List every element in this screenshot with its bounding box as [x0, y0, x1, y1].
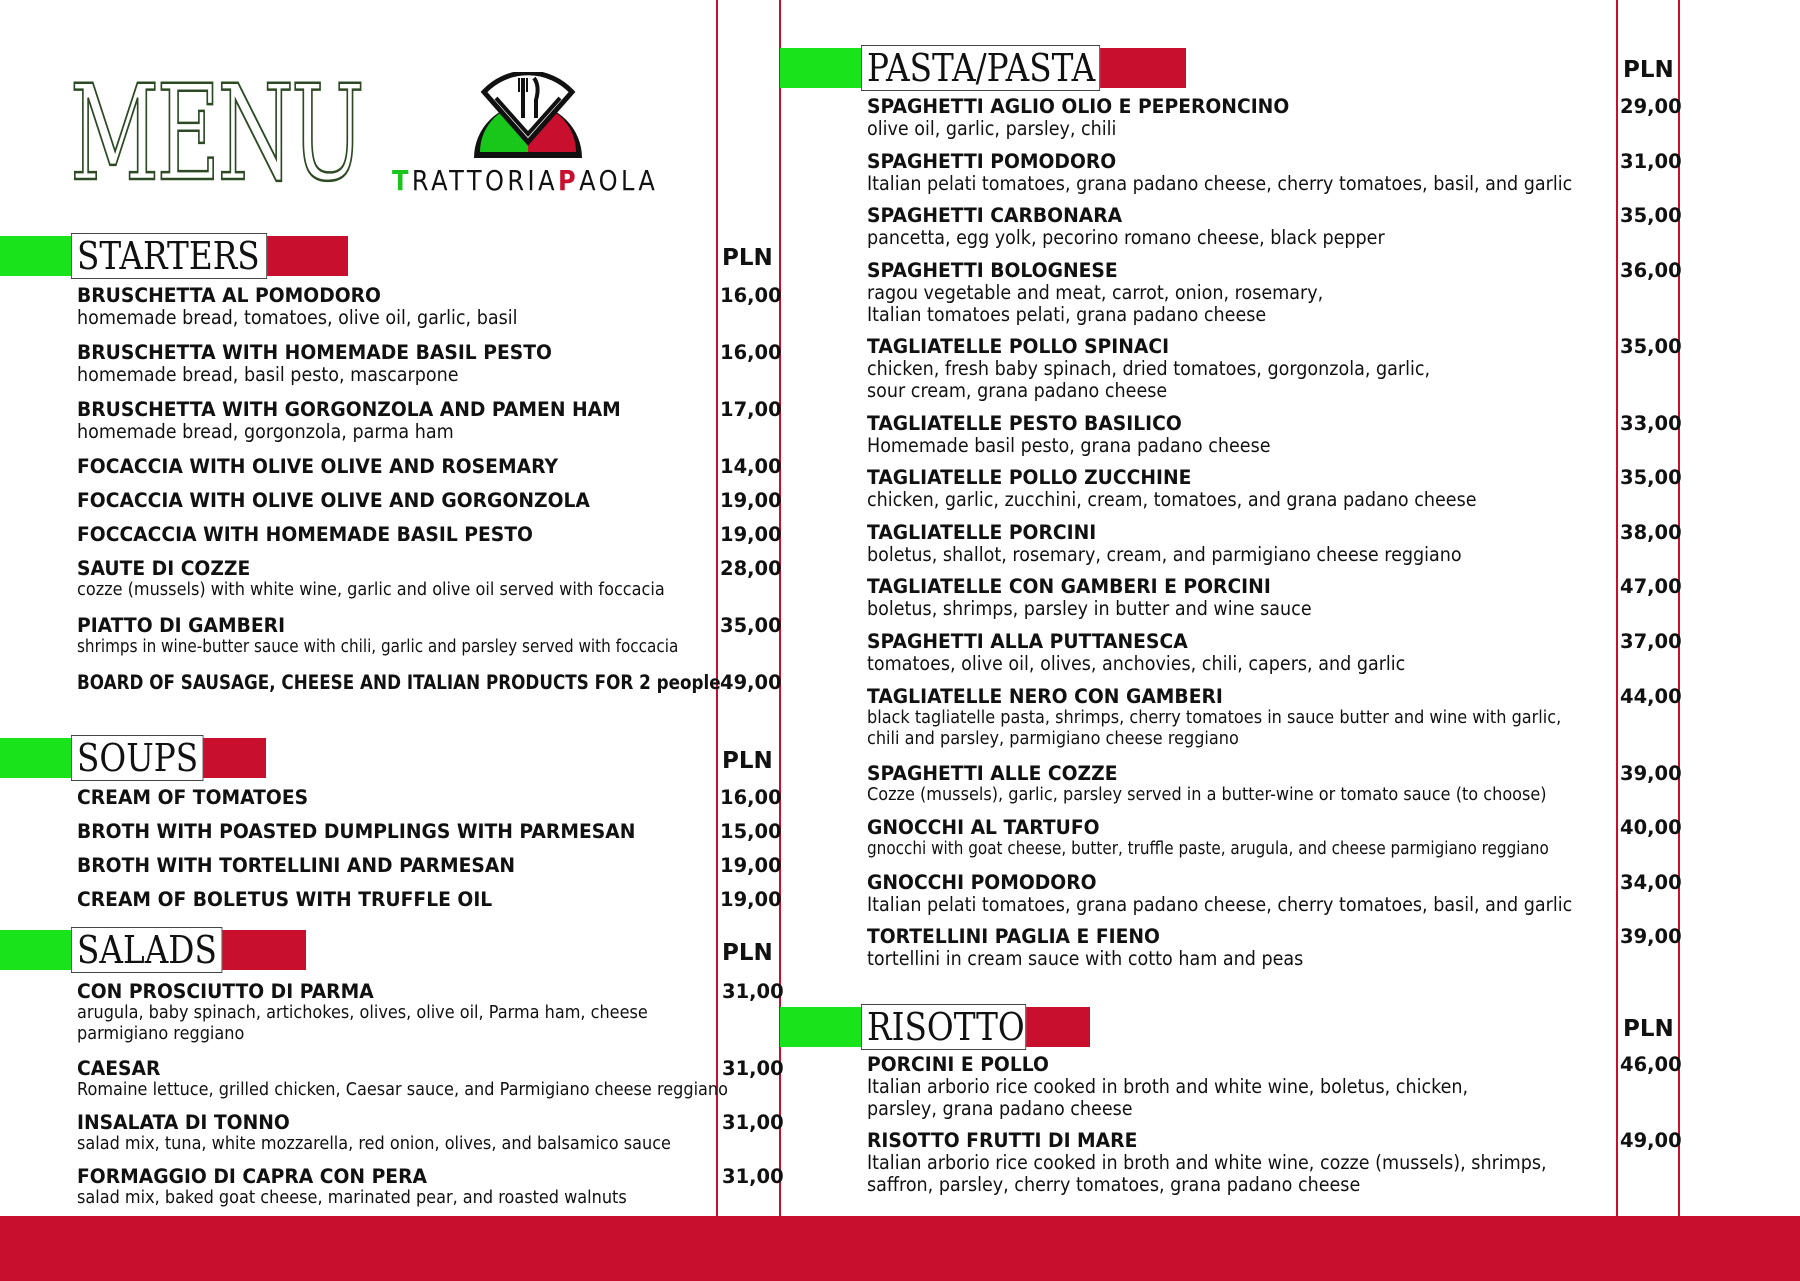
- menu-item-price: 35,00: [1620, 204, 1682, 227]
- menu-item-price: 16,00: [720, 284, 782, 307]
- menu-item-name: BRUSCHETTA AL POMODORO: [77, 284, 381, 307]
- menu-item-price: 31,00: [722, 1111, 784, 1134]
- menu-item: [77, 284, 566, 329]
- menu-item-price: 35,00: [1620, 335, 1682, 358]
- menu-item-description: olive oil, garlic, parsley, chili: [867, 117, 1117, 140]
- menu-item-description: cozze (mussels) with white wine, garlic and olive oil served with foccacia: [77, 580, 665, 600]
- menu-item-price: 15,00: [720, 820, 782, 843]
- section-title: SALADS: [71, 927, 222, 973]
- menu-item-description: parmigiano reggiano: [77, 1024, 245, 1044]
- menu-item-price: 19,00: [720, 523, 782, 546]
- menu-item-description: Italian pelati tomatoes, grana padano cheese, cherry tomatoes, basil, and garlic: [867, 893, 1573, 916]
- menu-item-name: PORCINI E POLLO: [867, 1053, 1049, 1076]
- menu-item-name: TAGLIATELLE NERO CON GAMBERI: [867, 685, 1223, 708]
- menu-item: [77, 455, 578, 478]
- footer-bar: [0, 1216, 1800, 1281]
- menu-item: [867, 521, 1528, 566]
- menu-item-name: FOCACCIA WITH OLIVE OLIVE AND GORGONZOLA: [77, 489, 590, 512]
- menu-item-name: SPAGHETTI ALLA PUTTANESCA: [867, 630, 1188, 653]
- currency-label: PLN: [1623, 1016, 1674, 1042]
- column-divider-left: [716, 0, 718, 1216]
- menu-item-description: tortellini in cream sauce with cotto ham and peas: [867, 947, 1304, 970]
- menu-item-description: homemade bread, tomatoes, olive oil, garlic, basil: [77, 306, 518, 329]
- menu-item-price: 17,00: [720, 398, 782, 421]
- menu-item-description: Italian pelati tomatoes, grana padano cheese, cherry tomatoes, basil, and garlic: [867, 172, 1573, 195]
- section-header-risotto: [780, 1007, 1110, 1047]
- menu-item-name: GNOCCHI POMODORO: [867, 871, 1097, 894]
- menu-item-name: TAGLIATELLE CON GAMBERI E PORCINI: [867, 575, 1271, 598]
- menu-item-name: SPAGHETTI BOLOGNESE: [867, 259, 1118, 282]
- section-header-pasta: [780, 48, 1190, 88]
- menu-item-name: SPAGHETTI POMODORO: [867, 150, 1117, 173]
- section-title: SOUPS: [71, 735, 203, 781]
- menu-item-price: 40,00: [1620, 816, 1682, 839]
- menu-item: [77, 523, 552, 546]
- menu-item-price: 46,00: [1620, 1053, 1682, 1076]
- menu-item-description: parsley, grana padano cheese: [867, 1097, 1133, 1120]
- menu-item-price: 28,00: [720, 557, 782, 580]
- plate-fork-knife-icon: [466, 72, 590, 160]
- menu-item-name: FOCACCIA WITH OLIVE OLIVE AND ROSEMARY: [77, 455, 559, 478]
- menu-item: [77, 980, 697, 1045]
- menu-item-description: pancetta, egg yolk, pecorino romano cheese, black pepper: [867, 226, 1385, 249]
- menu-item: [77, 1165, 675, 1209]
- menu-item-price: 19,00: [720, 888, 782, 911]
- menu-item: [77, 888, 510, 911]
- menu-item-description: boletus, shrimps, parsley in butter and wine sauce: [867, 597, 1312, 620]
- menu-item: [77, 557, 716, 601]
- restaurant-logo: [392, 72, 664, 204]
- menu-item-price: 16,00: [720, 341, 782, 364]
- menu-item-description: Cozze (mussels), garlic, parsley served in a butter-wine or tomato sauce (to choose): [867, 785, 1547, 805]
- menu-item-description: Italian arborio rice cooked in broth and white wine, cozze (mussels), shrimps,: [867, 1151, 1547, 1174]
- menu-item-name: BOARD OF SAUSAGE, CHEESE AND ITALIAN PRODUCTS FOR 2 people: [77, 671, 721, 694]
- menu-item: [867, 412, 1315, 457]
- menu-item-description: salad mix, baked goat cheese, marinated pear, and roasted walnuts: [77, 1188, 627, 1208]
- menu-item-name: INSALATA DI TONNO: [77, 1111, 290, 1134]
- menu-item: [77, 671, 825, 694]
- menu-item-price: 38,00: [1620, 521, 1682, 544]
- menu-item-description: chicken, fresh baby spinach, dried tomatoes, gorgonzola, garlic,: [867, 357, 1431, 380]
- menu-item-price: 36,00: [1620, 259, 1682, 282]
- menu-item-description: Romaine lettuce, grilled chicken, Caesar sauce, and Parmigiano cheese reggiano: [77, 1080, 728, 1100]
- menu-item-name: SPAGHETTI AGLIO OLIO E PEPERONCINO: [867, 95, 1290, 118]
- menu-item-name: SPAGHETTI ALLE COZZE: [867, 762, 1118, 785]
- menu-item-description: boletus, shallot, rosemary, cream, and parmigiano cheese reggiano: [867, 543, 1462, 566]
- menu-item-description: shrimps in wine-butter sauce with chili, garlic and parsley served with foccacia: [77, 637, 679, 657]
- menu-item-name: TAGLIATELLE PORCINI: [867, 521, 1097, 544]
- logo-wordmark: TRATTORIAPAOLA: [392, 164, 659, 197]
- menu-item: [867, 204, 1442, 249]
- menu-title: MENU: [70, 57, 362, 211]
- menu-item-price: 39,00: [1620, 762, 1682, 785]
- menu-item-description: homemade bread, basil pesto, mascarpone: [77, 363, 459, 386]
- menu-item-price: 33,00: [1620, 412, 1682, 435]
- menu-item: [77, 820, 659, 843]
- menu-item-price: 31,00: [722, 1057, 784, 1080]
- menu-item-description: saffron, parsley, cherry tomatoes, grana padano cheese: [867, 1173, 1361, 1196]
- menu-item-description: Italian arborio rice cooked in broth and white wine, boletus, chicken,: [867, 1075, 1469, 1098]
- menu-item-description: Homemade basil pesto, grana padano cheese: [867, 434, 1271, 457]
- menu-item: [77, 1057, 785, 1101]
- menu-item-name: CREAM OF BOLETUS WITH TRUFFLE OIL: [77, 888, 493, 911]
- menu-item-description: arugula, baby spinach, artichokes, olives, olive oil, Parma ham, cheese: [77, 1003, 648, 1023]
- menu-item: [867, 466, 1544, 511]
- menu-item: [867, 150, 1651, 195]
- menu-item-name: TAGLIATELLE POLLO SPINACI: [867, 335, 1170, 358]
- section-title: RISOTTO: [861, 1004, 1026, 1050]
- menu-item: [77, 1111, 723, 1155]
- menu-item-price: 31,00: [722, 1165, 784, 1188]
- menu-item-description: ragou vegetable and meat, carrot, onion, rosemary,: [867, 281, 1324, 304]
- section-title: PASTA/PASTA: [861, 45, 1100, 91]
- menu-item-price: 49,00: [1620, 1129, 1682, 1152]
- menu-item-price: 31,00: [1620, 150, 1682, 173]
- section-header-salads: [0, 930, 310, 970]
- menu-item-price: 14,00: [720, 455, 782, 478]
- menu-item-description: sour cream, grana padano cheese: [867, 379, 1168, 402]
- menu-item: [867, 816, 1651, 860]
- menu-item-name: SPAGHETTI CARBONARA: [867, 204, 1123, 227]
- menu-item-name: TAGLIATELLE POLLO ZUCCHINE: [867, 466, 1192, 489]
- menu-item-price: 19,00: [720, 854, 782, 877]
- menu-item-name: CON PROSCIUTTO DI PARMA: [77, 980, 374, 1003]
- menu-item-price: 37,00: [1620, 630, 1682, 653]
- menu-item-price: 35,00: [1620, 466, 1682, 489]
- menu-item: [867, 95, 1307, 140]
- menu-item-price: 47,00: [1620, 575, 1682, 598]
- menu-item-name: TORTELLINI PAGLIA E FIENO: [867, 925, 1160, 948]
- menu-item-name: BRUSCHETTA WITH HOMEMADE BASIL PESTO: [77, 341, 552, 364]
- menu-item-name: FORMAGGIO DI CAPRA CON PERA: [77, 1165, 427, 1188]
- currency-label: PLN: [722, 245, 773, 271]
- menu-item-name: BRUSCHETTA WITH GORGONZOLA AND PAMEN HAM: [77, 398, 621, 421]
- menu-item-name: RISOTTO FRUTTI DI MARE: [867, 1129, 1138, 1152]
- menu-item: [77, 398, 643, 443]
- menu-item: [867, 575, 1361, 620]
- currency-label: PLN: [722, 940, 773, 966]
- menu-item-name: SAUTE DI COZZE: [77, 557, 251, 580]
- menu-item-price: 34,00: [1620, 871, 1682, 894]
- menu-item: [867, 762, 1606, 806]
- menu-item: [867, 685, 1622, 750]
- menu-item: [77, 854, 533, 877]
- menu-item-price: 16,00: [720, 786, 782, 809]
- menu-item-price: 44,00: [1620, 685, 1682, 708]
- menu-item: [867, 871, 1651, 916]
- menu-item-description: chicken, garlic, zucchini, cream, tomatoes, and grana padano cheese: [867, 488, 1477, 511]
- menu-item-price: 35,00: [720, 614, 782, 637]
- menu-item-price: 49,00: [720, 671, 782, 694]
- menu-item: [77, 614, 768, 658]
- menu-item-price: 31,00: [722, 980, 784, 1003]
- currency-label: PLN: [722, 748, 773, 774]
- menu-item: [77, 341, 572, 386]
- menu-item: [867, 335, 1493, 402]
- menu-item-name: FOCCACCIA WITH HOMEMADE BASIL PESTO: [77, 523, 533, 546]
- menu-item-name: BROTH WITH TORTELLINI AND PARMESAN: [77, 854, 516, 877]
- menu-item: [867, 925, 1352, 970]
- menu-item: [867, 1129, 1622, 1196]
- menu-item-description: Italian tomatoes pelati, grana padano cheese: [867, 303, 1267, 326]
- menu-item: [77, 489, 611, 512]
- section-header-starters: [0, 236, 350, 276]
- column-divider-far-right: [1678, 0, 1680, 1216]
- menu-item-description: homemade bread, gorgonzola, parma ham: [77, 420, 454, 443]
- menu-item-name: GNOCCHI AL TARTUFO: [867, 816, 1100, 839]
- menu-item-description: salad mix, tuna, white mozzarella, red onion, olives, and balsamico sauce: [77, 1134, 671, 1154]
- menu-item-name: PIATTO DI GAMBERI: [77, 614, 286, 637]
- menu-item-name: CAESAR: [77, 1057, 161, 1080]
- currency-label: PLN: [1623, 57, 1674, 83]
- menu-item-name: BROTH WITH POASTED DUMPLINGS WITH PARMESAN: [77, 820, 636, 843]
- menu-item: [867, 630, 1465, 675]
- menu-item-name: CREAM OF TOMATOES: [77, 786, 309, 809]
- menu-item-description: tomatoes, olive oil, olives, anchovies, chili, capers, and garlic: [867, 652, 1406, 675]
- menu-item-price: 29,00: [1620, 95, 1682, 118]
- menu-item-price: 19,00: [720, 489, 782, 512]
- menu-item-price: 39,00: [1620, 925, 1682, 948]
- menu-item: [867, 259, 1374, 326]
- section-title: STARTERS: [71, 233, 267, 279]
- menu-item-description: chili and parsley, parmigiano cheese reggiano: [867, 729, 1239, 749]
- menu-item: [867, 1053, 1535, 1120]
- menu-item-description: black tagliatelle pasta, shrimps, cherry tomatoes in sauce butter and wine with garlic,: [867, 708, 1562, 728]
- menu-item: [77, 786, 318, 809]
- menu-item-description: gnocchi with goat cheese, butter, truffle paste, arugula, and cheese parmigiano reggiano: [867, 839, 1549, 859]
- menu-item-name: TAGLIATELLE PESTO BASILICO: [867, 412, 1182, 435]
- section-header-soups: [0, 738, 270, 778]
